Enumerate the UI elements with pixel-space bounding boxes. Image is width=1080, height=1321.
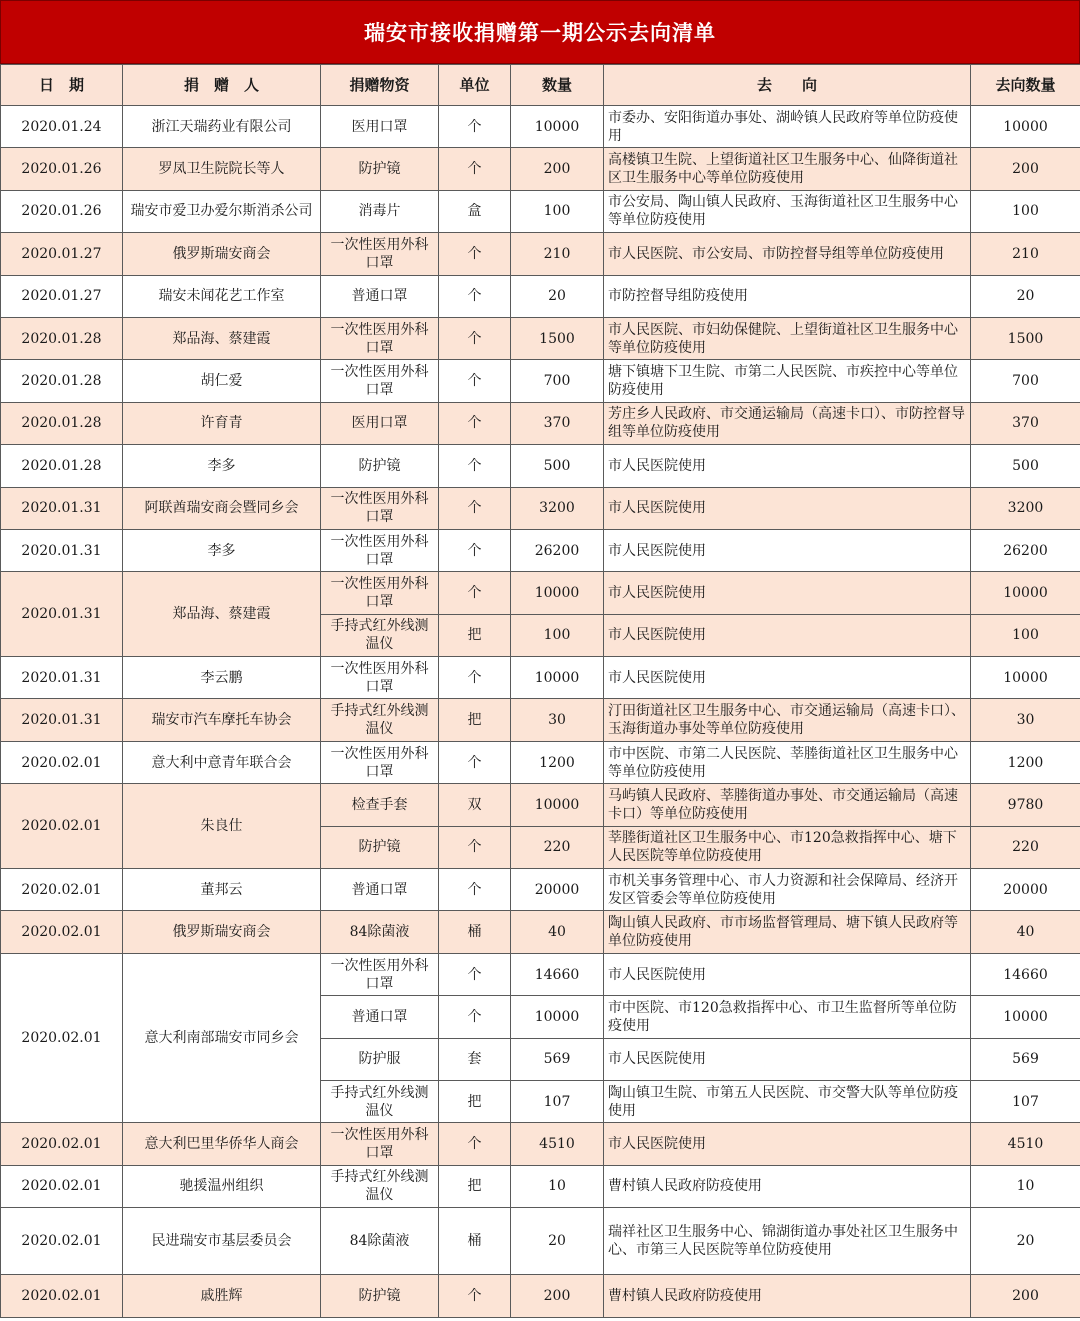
header-unit: 单位 [439,65,511,106]
destination-quantity-cell: 10000 [971,572,1080,614]
unit-cell: 把 [439,1080,511,1122]
destination-quantity-cell: 100 [971,190,1080,232]
date-cell: 2020.01.26 [1,148,123,190]
header-destination-quantity: 去向数量 [971,65,1080,106]
date-cell: 2020.02.01 [1,869,123,911]
unit-cell: 桶 [439,911,511,953]
unit-cell: 个 [439,953,511,995]
item-cell: 一次性医用外科口罩 [321,1123,439,1165]
destination-cell: 市人民医院使用 [604,487,971,529]
unit-cell: 双 [439,784,511,826]
donor-cell: 戚胜辉 [123,1275,321,1317]
table-row [1,233,1080,275]
destination-cell: 瑞祥社区卫生服务中心、锦湖街道办事处社区卫生服务中心、市第三人民医院等单位防疫使用 [604,1208,971,1275]
table-row [1,741,1080,783]
unit-cell: 把 [439,1165,511,1207]
date-cell: 2020.02.01 [1,1275,123,1317]
donor-cell: 李云鹏 [123,657,321,699]
quantity-cell: 10000 [511,657,604,699]
destination-quantity-cell: 700 [971,360,1080,402]
header-destination: 去 向 [604,65,971,106]
quantity-cell: 210 [511,233,604,275]
quantity-cell: 20 [511,1208,604,1275]
table-body [1,106,1080,1318]
destination-cell: 市委办、安阳街道办事处、湖岭镇人民政府等单位防疫使用 [604,106,971,148]
donor-cell: 郑品海、蔡建霞 [123,317,321,359]
donor-cell: 许育青 [123,402,321,444]
unit-cell: 个 [439,1275,511,1317]
item-cell: 防护镜 [321,1275,439,1317]
destination-quantity-cell: 100 [971,614,1080,656]
destination-quantity-cell: 30 [971,699,1080,741]
table-row [1,445,1080,487]
unit-cell: 个 [439,996,511,1038]
quantity-cell: 100 [511,614,604,656]
destination-cell: 陶山镇卫生院、市第五人民医院、市交警大队等单位防疫使用 [604,1080,971,1122]
unit-cell: 个 [439,360,511,402]
quantity-cell: 10000 [511,106,604,148]
quantity-cell: 10000 [511,784,604,826]
unit-cell: 个 [439,445,511,487]
unit-cell: 个 [439,869,511,911]
header-row [1,65,1080,106]
destination-cell: 芳庄乡人民政府、市交通运输局（高速卡口）、市防控督导组等单位防疫使用 [604,402,971,444]
donor-cell: 俄罗斯瑞安商会 [123,911,321,953]
item-cell: 医用口罩 [321,402,439,444]
quantity-cell: 220 [511,826,604,868]
quantity-cell: 100 [511,190,604,232]
quantity-cell: 10000 [511,996,604,1038]
item-cell: 防护镜 [321,826,439,868]
donor-cell: 驰援温州组织 [123,1165,321,1207]
item-cell: 一次性医用外科口罩 [321,487,439,529]
item-cell: 一次性医用外科口罩 [321,657,439,699]
table-row [1,275,1080,317]
destination-cell: 市人民医院使用 [604,953,971,995]
destination-quantity-cell: 14660 [971,953,1080,995]
unit-cell: 个 [439,657,511,699]
unit-cell: 盒 [439,190,511,232]
item-cell: 一次性医用外科口罩 [321,529,439,571]
sheet-title: 瑞安市接收捐赠第一期公示去向清单 [0,0,1080,64]
quantity-cell: 3200 [511,487,604,529]
quantity-cell: 10 [511,1165,604,1207]
donation-table [0,64,1080,1318]
item-cell: 手持式红外线测温仪 [321,1165,439,1207]
destination-quantity-cell: 1200 [971,741,1080,783]
table-row [1,784,1080,826]
destination-cell: 莘塍街道社区卫生服务中心、市120急救指挥中心、塘下人民医院等单位防疫使用 [604,826,971,868]
item-cell: 一次性医用外科口罩 [321,572,439,614]
donor-cell: 阿联酋瑞安商会暨同乡会 [123,487,321,529]
date-cell: 2020.01.31 [1,487,123,529]
header-item: 捐赠物资 [321,65,439,106]
item-cell: 手持式红外线测温仪 [321,1080,439,1122]
date-cell: 2020.01.31 [1,699,123,741]
item-cell: 一次性医用外科口罩 [321,741,439,783]
header-donor: 捐 赠 人 [123,65,321,106]
donor-cell: 民进瑞安市基层委员会 [123,1208,321,1275]
item-cell: 一次性医用外科口罩 [321,317,439,359]
item-cell: 普通口罩 [321,275,439,317]
destination-quantity-cell: 26200 [971,529,1080,571]
quantity-cell: 107 [511,1080,604,1122]
item-cell: 一次性医用外科口罩 [321,360,439,402]
item-cell: 医用口罩 [321,106,439,148]
quantity-cell: 370 [511,402,604,444]
destination-cell: 市人民医院使用 [604,614,971,656]
destination-quantity-cell: 4510 [971,1123,1080,1165]
destination-cell: 塘下镇塘下卫生院、市第二人民医院、市疾控中心等单位防疫使用 [604,360,971,402]
date-cell: 2020.01.26 [1,190,123,232]
item-cell: 检查手套 [321,784,439,826]
destination-cell: 曹村镇人民政府防疫使用 [604,1275,971,1317]
donor-cell: 郑品海、蔡建霞 [123,572,321,657]
destination-cell: 市人民医院使用 [604,445,971,487]
table-row [1,699,1080,741]
quantity-cell: 20 [511,275,604,317]
item-cell: 一次性医用外科口罩 [321,953,439,995]
header-date: 日 期 [1,65,123,106]
destination-quantity-cell: 3200 [971,487,1080,529]
donor-cell: 意大利中意青年联合会 [123,741,321,783]
unit-cell: 桶 [439,1208,511,1275]
table-row [1,1123,1080,1165]
table-row [1,657,1080,699]
donor-cell: 瑞安市汽车摩托车协会 [123,699,321,741]
unit-cell: 个 [439,826,511,868]
date-cell: 2020.01.24 [1,106,123,148]
date-cell: 2020.02.01 [1,1208,123,1275]
date-cell: 2020.01.28 [1,360,123,402]
date-cell: 2020.01.28 [1,445,123,487]
item-cell: 消毒片 [321,190,439,232]
unit-cell: 个 [439,233,511,275]
header-quantity: 数量 [511,65,604,106]
date-cell: 2020.01.28 [1,402,123,444]
table-row [1,487,1080,529]
destination-quantity-cell: 40 [971,911,1080,953]
destination-cell: 曹村镇人民政府防疫使用 [604,1165,971,1207]
quantity-cell: 1500 [511,317,604,359]
destination-quantity-cell: 10000 [971,657,1080,699]
table-row [1,360,1080,402]
item-cell: 84除菌液 [321,1208,439,1275]
date-cell: 2020.01.28 [1,317,123,359]
destination-cell: 市防控督导组防疫使用 [604,275,971,317]
unit-cell: 个 [439,317,511,359]
date-cell: 2020.02.01 [1,1123,123,1165]
destination-quantity-cell: 200 [971,148,1080,190]
table-row [1,1275,1080,1317]
destination-quantity-cell: 1500 [971,317,1080,359]
table-row [1,911,1080,953]
donor-cell: 瑞安市爱卫办爱尔斯消杀公司 [123,190,321,232]
destination-quantity-cell: 20 [971,275,1080,317]
donor-cell: 罗凤卫生院院长等人 [123,148,321,190]
date-cell: 2020.02.01 [1,784,123,869]
unit-cell: 把 [439,614,511,656]
date-cell: 2020.01.31 [1,529,123,571]
quantity-cell: 200 [511,1275,604,1317]
item-cell: 手持式红外线测温仪 [321,614,439,656]
table-row [1,869,1080,911]
quantity-cell: 500 [511,445,604,487]
destination-cell: 市人民医院使用 [604,529,971,571]
quantity-cell: 1200 [511,741,604,783]
quantity-cell: 26200 [511,529,604,571]
date-cell: 2020.02.01 [1,1165,123,1207]
date-cell: 2020.02.01 [1,911,123,953]
date-cell: 2020.02.01 [1,741,123,783]
unit-cell: 个 [439,106,511,148]
destination-cell: 市人民医院使用 [604,657,971,699]
quantity-cell: 10000 [511,572,604,614]
destination-quantity-cell: 210 [971,233,1080,275]
item-cell: 防护镜 [321,148,439,190]
destination-cell: 陶山镇人民政府、市市场监督管理局、塘下镇人民政府等单位防疫使用 [604,911,971,953]
destination-quantity-cell: 200 [971,1275,1080,1317]
donor-cell: 意大利南部瑞安市同乡会 [123,953,321,1123]
quantity-cell: 14660 [511,953,604,995]
table-row [1,1165,1080,1207]
item-cell: 一次性医用外科口罩 [321,233,439,275]
destination-cell: 市人民医院使用 [604,572,971,614]
destination-quantity-cell: 569 [971,1038,1080,1080]
quantity-cell: 4510 [511,1123,604,1165]
donor-cell: 李多 [123,445,321,487]
quantity-cell: 30 [511,699,604,741]
destination-quantity-cell: 220 [971,826,1080,868]
donor-cell: 李多 [123,529,321,571]
date-cell: 2020.01.31 [1,572,123,657]
destination-cell: 汀田街道社区卫生服务中心、市交通运输局（高速卡口）、玉海街道办事处等单位防疫使用 [604,699,971,741]
destination-quantity-cell: 10000 [971,106,1080,148]
table-row [1,148,1080,190]
donor-cell: 胡仁爱 [123,360,321,402]
destination-cell: 市中医院、市120急救指挥中心、市卫生监督所等单位防疫使用 [604,996,971,1038]
table-row [1,529,1080,571]
destination-quantity-cell: 107 [971,1080,1080,1122]
donor-cell: 朱良仕 [123,784,321,869]
table-row [1,106,1080,148]
table-row [1,190,1080,232]
unit-cell: 套 [439,1038,511,1080]
table-row [1,1208,1080,1275]
quantity-cell: 569 [511,1038,604,1080]
destination-quantity-cell: 20000 [971,869,1080,911]
unit-cell: 个 [439,487,511,529]
donor-cell: 浙江天瑞药业有限公司 [123,106,321,148]
destination-quantity-cell: 370 [971,402,1080,444]
item-cell: 防护服 [321,1038,439,1080]
date-cell: 2020.02.01 [1,953,123,1123]
destination-cell: 马屿镇人民政府、莘塍街道办事处、市交通运输局（高速卡口）等单位防疫使用 [604,784,971,826]
date-cell: 2020.01.27 [1,275,123,317]
unit-cell: 把 [439,699,511,741]
destination-cell: 市中医院、市第二人民医院、莘塍街道社区卫生服务中心等单位防疫使用 [604,741,971,783]
destination-quantity-cell: 10000 [971,996,1080,1038]
date-cell: 2020.01.27 [1,233,123,275]
destination-cell: 市人民医院、市妇幼保健院、上望街道社区卫生服务中心等单位防疫使用 [604,317,971,359]
donor-cell: 俄罗斯瑞安商会 [123,233,321,275]
table-row [1,572,1080,614]
destination-cell: 市人民医院使用 [604,1123,971,1165]
quantity-cell: 20000 [511,869,604,911]
item-cell: 手持式红外线测温仪 [321,699,439,741]
destination-quantity-cell: 10 [971,1165,1080,1207]
destination-cell: 市人民医院使用 [604,1038,971,1080]
destination-quantity-cell: 9780 [971,784,1080,826]
unit-cell: 个 [439,148,511,190]
destination-cell: 市人民医院、市公安局、市防控督导组等单位防疫使用 [604,233,971,275]
unit-cell: 个 [439,275,511,317]
unit-cell: 个 [439,1123,511,1165]
donor-cell: 董邦云 [123,869,321,911]
item-cell: 普通口罩 [321,996,439,1038]
quantity-cell: 700 [511,360,604,402]
destination-quantity-cell: 500 [971,445,1080,487]
table-row [1,953,1080,995]
table-row [1,317,1080,359]
destination-cell: 市公安局、陶山镇人民政府、玉海街道社区卫生服务中心等单位防疫使用 [604,190,971,232]
table-row [1,402,1080,444]
quantity-cell: 40 [511,911,604,953]
destination-cell: 市机关事务管理中心、市人力资源和社会保障局、经济开发区管委会等单位防疫使用 [604,869,971,911]
donor-cell: 意大利巴里华侨华人商会 [123,1123,321,1165]
donor-cell: 瑞安未闻花艺工作室 [123,275,321,317]
unit-cell: 个 [439,741,511,783]
item-cell: 防护镜 [321,445,439,487]
unit-cell: 个 [439,529,511,571]
quantity-cell: 200 [511,148,604,190]
destination-quantity-cell: 20 [971,1208,1080,1275]
date-cell: 2020.01.31 [1,657,123,699]
item-cell: 84除菌液 [321,911,439,953]
unit-cell: 个 [439,402,511,444]
unit-cell: 个 [439,572,511,614]
destination-cell: 高楼镇卫生院、上望街道社区卫生服务中心、仙降街道社区卫生服务中心等单位防疫使用 [604,148,971,190]
item-cell: 普通口罩 [321,869,439,911]
